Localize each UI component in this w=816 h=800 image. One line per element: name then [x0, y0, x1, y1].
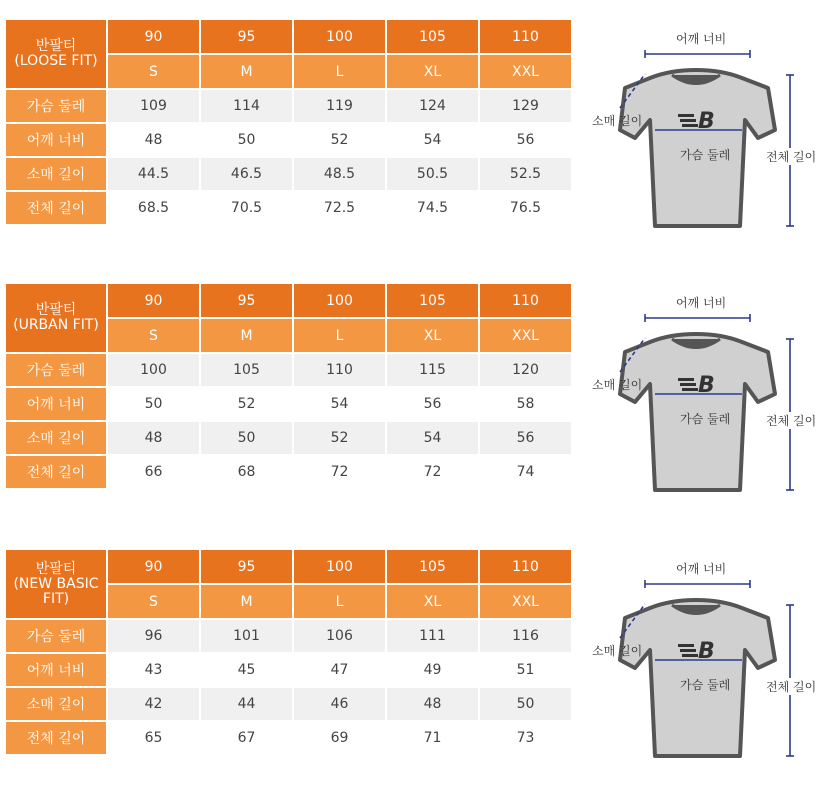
size-table [4, 18, 573, 226]
measurement-value: 46 [294, 688, 385, 720]
measurement-value: 70.5 [201, 192, 292, 224]
measurement-value: 111 [387, 620, 478, 652]
measurement-value: 129 [480, 90, 571, 122]
measurement-value: 71 [387, 722, 478, 754]
size-number: 95 [201, 550, 292, 583]
svg-text:B: B [698, 639, 715, 664]
total-length-label: 전체 길이 [766, 150, 816, 164]
measurement-value: 50 [480, 688, 571, 720]
measurement-value: 48.5 [294, 158, 385, 190]
measurement-row [6, 388, 571, 420]
measurement-label: 가슴 둘레 [6, 620, 106, 652]
measurement-value: 46.5 [201, 158, 292, 190]
measurement-label: 전체 길이 [6, 722, 106, 754]
measurement-value: 56 [480, 124, 571, 156]
size-letter: XL [387, 55, 478, 88]
measurement-value: 54 [387, 422, 478, 454]
measurement-value: 58 [480, 388, 571, 420]
fit-label: (NEW BASIC FIT) [13, 575, 99, 607]
size-letter: XL [387, 585, 478, 618]
size-table [4, 282, 573, 490]
svg-text:B: B [698, 373, 715, 398]
measurement-value: 54 [294, 388, 385, 420]
product-title-cell [6, 284, 106, 352]
measurement-value: 48 [387, 688, 478, 720]
measurement-value: 72.5 [294, 192, 385, 224]
measurement-value: 69 [294, 722, 385, 754]
fit-label: (LOOSE FIT) [14, 53, 98, 69]
fit-label: (URBAN FIT) [13, 317, 99, 333]
size-number: 100 [294, 20, 385, 53]
size-letter: L [294, 319, 385, 352]
measurement-label: 가슴 둘레 [6, 354, 106, 386]
measurement-row [6, 354, 571, 386]
sleeve-length-label: 소매 길이 [592, 644, 643, 658]
measurement-label: 어깨 너비 [6, 654, 106, 686]
product-title-cell [6, 550, 106, 618]
size-letter: S [108, 585, 199, 618]
size-letter: M [201, 319, 292, 352]
measurement-row [6, 158, 571, 190]
size-letter: XXL [480, 55, 571, 88]
tshirt-measure-guide [590, 30, 816, 240]
size-table [4, 548, 573, 756]
measurement-value: 54 [387, 124, 478, 156]
measurement-label: 어깨 너비 [6, 388, 106, 420]
sleeve-length-label: 소매 길이 [592, 114, 643, 128]
shoulder-width-label: 어깨 너비 [676, 32, 727, 46]
total-length-label: 전체 길이 [766, 414, 816, 428]
measurement-value: 48 [108, 422, 199, 454]
measurement-row [6, 192, 571, 224]
measurement-value: 44.5 [108, 158, 199, 190]
size-number: 90 [108, 550, 199, 583]
measurement-value: 100 [108, 354, 199, 386]
measurement-label: 소매 길이 [6, 158, 106, 190]
total-length-label: 전체 길이 [766, 680, 816, 694]
measurement-value: 68.5 [108, 192, 199, 224]
measurement-value: 44 [201, 688, 292, 720]
size-letter: M [201, 55, 292, 88]
measurement-value: 52.5 [480, 158, 571, 190]
measurement-label: 가슴 둘레 [6, 90, 106, 122]
measurement-value: 49 [387, 654, 478, 686]
tshirt-measure-guide [590, 294, 816, 504]
measurement-row [6, 90, 571, 122]
product-title: 반팔티 [35, 302, 77, 318]
measurement-row [6, 456, 571, 488]
size-section [0, 18, 816, 248]
size-number: 110 [480, 284, 571, 317]
measurement-label: 소매 길이 [6, 422, 106, 454]
measurement-label: 전체 길이 [6, 192, 106, 224]
measurement-value: 52 [294, 124, 385, 156]
measurement-value: 116 [480, 620, 571, 652]
size-letter: S [108, 55, 199, 88]
size-number: 100 [294, 550, 385, 583]
size-number-row [6, 550, 571, 583]
measurement-value: 106 [294, 620, 385, 652]
measurement-value: 51 [480, 654, 571, 686]
product-title: 반팔티 [35, 560, 77, 577]
measurement-value: 72 [294, 456, 385, 488]
measurement-label: 소매 길이 [6, 688, 106, 720]
tshirt-diagram [590, 30, 800, 240]
measurement-value: 50.5 [387, 158, 478, 190]
chest-label: 가슴 둘레 [680, 412, 731, 426]
size-number: 100 [294, 284, 385, 317]
measurement-value: 115 [387, 354, 478, 386]
tshirt-diagram [590, 294, 800, 504]
size-letter: S [108, 319, 199, 352]
measurement-value: 68 [201, 456, 292, 488]
measurement-value: 67 [201, 722, 292, 754]
size-letter: M [201, 585, 292, 618]
measurement-value: 48 [108, 124, 199, 156]
measurement-value: 74.5 [387, 192, 478, 224]
measurement-value: 45 [201, 654, 292, 686]
size-letter: L [294, 585, 385, 618]
size-letter: XL [387, 319, 478, 352]
size-number: 105 [387, 284, 478, 317]
measurement-value: 119 [294, 90, 385, 122]
measurement-value: 110 [294, 354, 385, 386]
measurement-row [6, 688, 571, 720]
measurement-value: 101 [201, 620, 292, 652]
measurement-value: 50 [201, 124, 292, 156]
size-number: 95 [201, 20, 292, 53]
measurement-value: 72 [387, 456, 478, 488]
product-title: 반팔티 [35, 38, 77, 54]
size-number: 95 [201, 284, 292, 317]
chest-label: 가슴 둘레 [680, 678, 731, 692]
measurement-row [6, 654, 571, 686]
measurement-value: 120 [480, 354, 571, 386]
measurement-row [6, 722, 571, 754]
measurement-value: 42 [108, 688, 199, 720]
size-number: 90 [108, 20, 199, 53]
size-number: 105 [387, 20, 478, 53]
tshirt-measure-guide [590, 560, 816, 770]
size-number-row [6, 20, 571, 53]
measurement-value: 66 [108, 456, 199, 488]
size-number-row [6, 284, 571, 317]
measurement-value: 56 [480, 422, 571, 454]
sleeve-length-label: 소매 길이 [592, 378, 643, 392]
measurement-row [6, 124, 571, 156]
measurement-value: 56 [387, 388, 478, 420]
chest-label: 가슴 둘레 [680, 148, 731, 162]
product-title-cell [6, 20, 106, 88]
measurement-value: 73 [480, 722, 571, 754]
size-letter: XXL [480, 585, 571, 618]
measurement-value: 109 [108, 90, 199, 122]
measurement-value: 50 [201, 422, 292, 454]
measurement-label: 어깨 너비 [6, 124, 106, 156]
measurement-row [6, 620, 571, 652]
measurement-value: 105 [201, 354, 292, 386]
measurement-label: 전체 길이 [6, 456, 106, 488]
measurement-value: 65 [108, 722, 199, 754]
size-letter: L [294, 55, 385, 88]
size-number: 110 [480, 550, 571, 583]
measurement-value: 74 [480, 456, 571, 488]
size-number: 110 [480, 20, 571, 53]
measurement-value: 43 [108, 654, 199, 686]
size-letter: XXL [480, 319, 571, 352]
size-section [0, 548, 816, 778]
size-section [0, 282, 816, 512]
measurement-value: 114 [201, 90, 292, 122]
measurement-value: 76.5 [480, 192, 571, 224]
measurement-value: 52 [201, 388, 292, 420]
measurement-row [6, 422, 571, 454]
measurement-value: 52 [294, 422, 385, 454]
tshirt-diagram [590, 560, 800, 770]
measurement-value: 124 [387, 90, 478, 122]
measurement-value: 50 [108, 388, 199, 420]
shoulder-width-label: 어깨 너비 [676, 562, 727, 576]
svg-text:B: B [698, 109, 715, 134]
shoulder-width-label: 어깨 너비 [676, 296, 727, 310]
measurement-value: 47 [294, 654, 385, 686]
size-number: 90 [108, 284, 199, 317]
size-number: 105 [387, 550, 478, 583]
measurement-value: 96 [108, 620, 199, 652]
